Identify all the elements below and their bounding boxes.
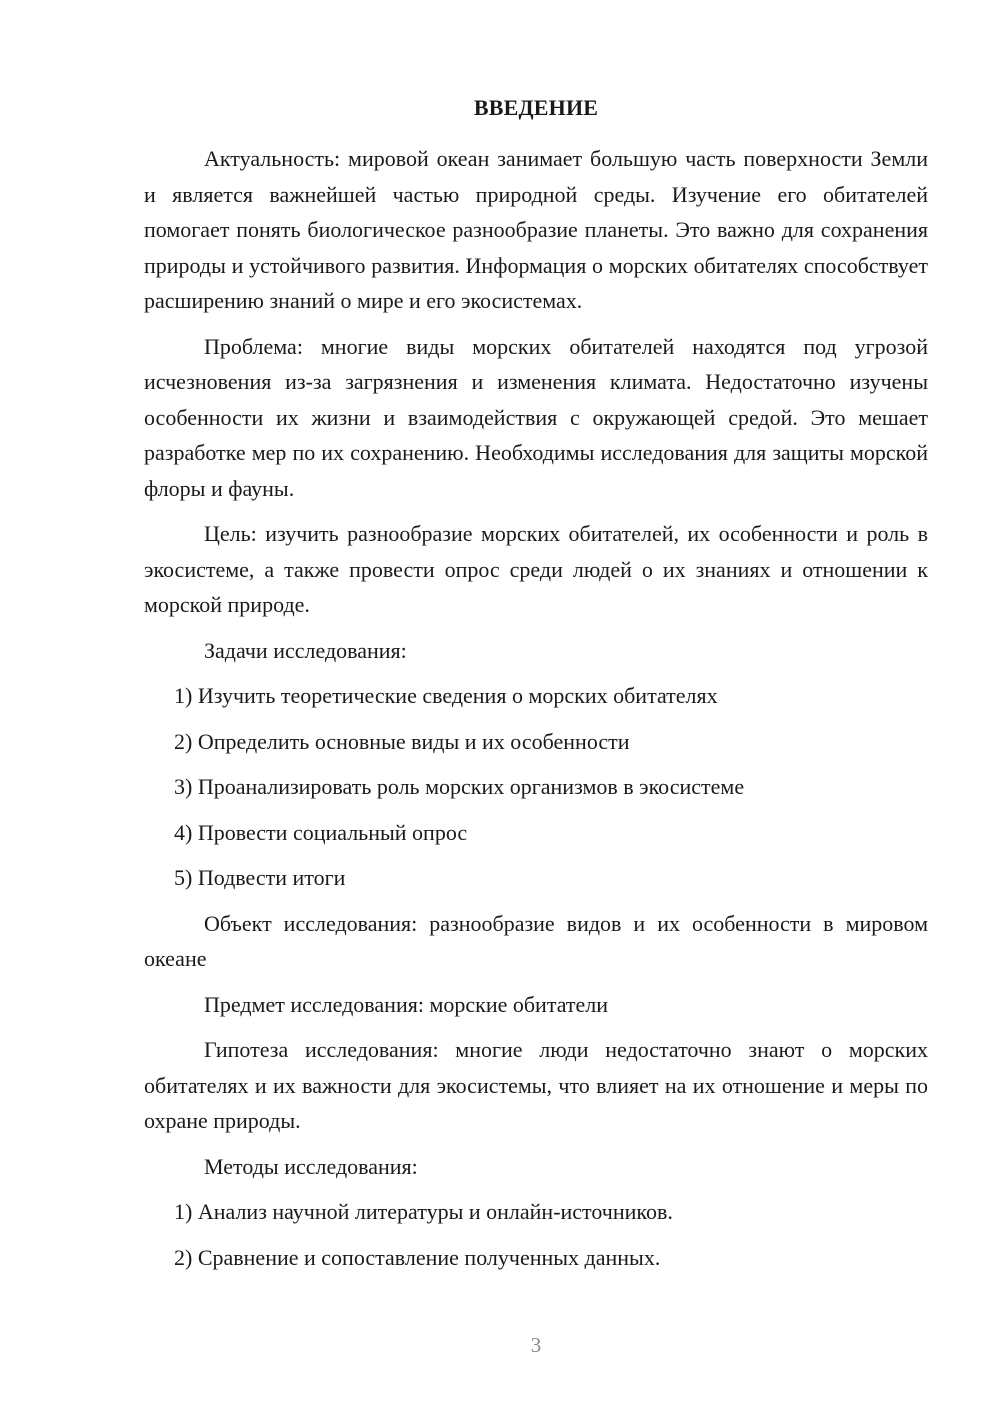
page-title: ВВЕДЕНИЕ [473, 95, 599, 120]
paragraph-hypothesis: Гипотеза исследования: многие люди недостаточно знают о морских обитателях и их важности для экосистемы, что влияет на их отношение и меры по охране природы. [144, 1037, 928, 1133]
paragraph-problem: Проблема: многие виды морских обитателей находятся под угрозой исчезновения из-за загрязнения и изменения климата. Недостаточно изучены особенности их жизни и взаимодействия с окружающей средой. Это мешает разработке мер по их сохранению. Необходимы исследования для защиты морской флоры и фауны. [144, 333, 928, 501]
list-item: 2) Определить основные виды и их особенности [174, 728, 630, 754]
methods-list [144, 1194, 928, 1275]
methods-title: Методы исследования: [204, 1153, 418, 1179]
list-item: 3) Проанализировать роль морских организмов в экосистеме [174, 774, 745, 799]
list-item: 5) Подвести итоги [174, 865, 346, 890]
list-item: 2) Сравнение и сопоставление полученных данных. [174, 1244, 661, 1270]
document-body [144, 141, 928, 1285]
tasks-list [144, 678, 928, 896]
tasks-title: Задачи исследования: [204, 637, 407, 663]
paragraph-object: Объект исследования: разнообразие видов и их особенности в мировом океане [144, 910, 928, 971]
paragraph-subject: Предмет исследования: морские обитатели [204, 991, 609, 1017]
list-item: 1) Анализ научной литературы и онлайн-источников. [174, 1199, 673, 1224]
paragraph-goal: Цель: изучить разнообразие морских обитателей, их особенности и роль в экосистеме, а также провести опрос среди людей о их знаниях и отношении к морской природе. [144, 521, 928, 617]
list-item: 4) Провести социальный опрос [174, 819, 468, 845]
paragraph-relevance: Актуальность: мировой океан занимает большую часть поверхности Земли и является важнейшей частью природной среды. Изучение его обитателей помогает понять биологическое разнообразие планеты. Это важно для сохранения природы и устойчивого развития. Информация о морских обитателях способствует расширению знаний о мире и его экосистемах. [144, 146, 928, 313]
list-item: 1) Изучить теоретические сведения о морских обитателях [174, 683, 718, 708]
page-number: 3 [530, 1333, 542, 1357]
